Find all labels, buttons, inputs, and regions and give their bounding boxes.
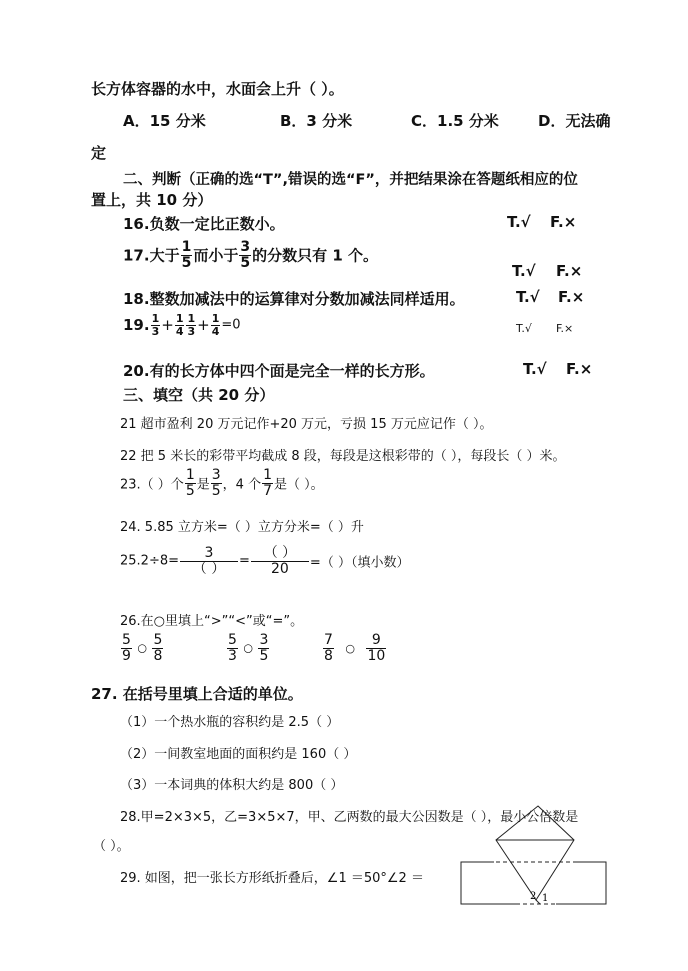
q26-pair-2-right: $\frac{3}{5}$	[259, 632, 269, 664]
q27-item-1: （1）一个热水瓶的容积约是 2.5（ ）	[120, 715, 340, 730]
section3-heading: 三、填空（共 20 分）	[123, 386, 275, 404]
q17-line	[123, 240, 378, 270]
q18-false: F.×	[558, 288, 585, 306]
folded-paper-figure	[456, 800, 616, 910]
right-edge	[556, 862, 606, 904]
q26-pair-2	[226, 633, 270, 663]
q23-post: 是（ ）。	[274, 477, 324, 493]
q16-false: F.×	[550, 213, 577, 231]
q26-pair-2-circle[interactable]: ○	[243, 641, 253, 655]
q23-mid-1: 是	[196, 477, 210, 493]
q16-true: T.√	[507, 213, 531, 231]
section2-heading-line1: 二、判断（正确的选“T”,错误的选“F”，并把结果涂在答题纸相应的位	[123, 172, 578, 188]
q15-option-c: C．1.5 分米	[411, 112, 499, 130]
q19-fraction-d: $\frac{1}{4}$	[211, 312, 220, 338]
q23-pre: 23.（ ）个	[120, 477, 184, 493]
q22-text: 22 把 5 米长的彩带平均截成 8 段，每段是这根彩带的（ ），每段长（ ）米。	[120, 449, 566, 464]
q29-text: 29. 如图，把一张长方形纸折叠后，∠1 ＝50°∠2 ＝	[120, 871, 424, 886]
q17-true: T.√	[512, 262, 536, 280]
q26-pair-1-circle[interactable]: ○	[137, 641, 147, 655]
section2-heading-line2: 置上，共 10 分）	[91, 191, 213, 209]
q18-true: T.√	[516, 288, 540, 306]
q26-pair-1-left: $\frac{5}{9}$	[122, 632, 131, 664]
q16-text: 16.负数一定比正数小。	[123, 215, 285, 233]
q19-true: T.√	[516, 322, 532, 335]
q23-fraction-2: $\frac{3}{5}$	[211, 467, 221, 499]
q26-pair-3-left: $\frac{7}{8}$	[324, 632, 333, 664]
q19-fraction-c: $\frac{1}{3}$	[187, 312, 196, 338]
q23-line	[120, 468, 324, 498]
q23-fraction-1: $\frac{1}{5}$	[185, 467, 195, 499]
q19-pre: 19.	[123, 316, 150, 335]
q27-heading: 27. 在括号里填上合适的单位。	[91, 685, 303, 703]
left-edge	[461, 862, 516, 904]
q25-pre: 25.2÷8=	[120, 553, 180, 569]
q19-fraction-b: $\frac{1}{4}$	[175, 312, 184, 338]
folded-diamond	[496, 806, 574, 900]
q25-line	[120, 546, 409, 576]
q26-pair-3-circle[interactable]: ○	[345, 641, 355, 655]
q28-line1: 28.甲=2×3×5，乙=3×5×7，甲、乙两数的最大公因数是（ ），最小公倍数是	[120, 810, 579, 825]
q26-pair-3	[322, 633, 387, 663]
q19-false: F.×	[556, 322, 574, 335]
q15-line1: 长方体容器的水中，水面会上升（ ）。	[91, 80, 344, 98]
q28-line2: （ ）。	[93, 839, 130, 854]
q15-option-d: D．无法确	[538, 112, 611, 130]
q26-pair-3-right: $\frac{9}{10}$	[367, 632, 386, 664]
q17-fraction-2: $\frac{3}{5}$	[240, 239, 251, 271]
q26-pair-1-right: $\frac{5}{8}$	[153, 632, 163, 664]
q18-text: 18.整数加减法中的运算律对分数加减法同样适用。	[123, 290, 465, 308]
q23-fraction-3: $\frac{1}{7}$	[263, 467, 272, 499]
q25-post: =（ ）（填小数）	[309, 555, 410, 571]
q19-plus-1: +	[161, 316, 174, 335]
q15-option-b: B．3 分米	[280, 112, 353, 130]
q17-pre: 17.大于	[123, 246, 180, 265]
q24-text: 24. 5.85 立方米=（ ）立方分米=（ ）升	[120, 520, 364, 535]
angle-1-label: 1	[542, 893, 549, 904]
q27-item-3: （3）一本词典的体积大约是 800（ ）	[120, 778, 344, 793]
q17-false: F.×	[556, 262, 583, 280]
q26-pair-1	[120, 633, 164, 663]
q25-equals: =	[239, 553, 250, 569]
q25-fraction-2: $\frac{( )}{20}$	[251, 546, 309, 576]
q25-fraction-1: $\frac{3}{( )}$	[180, 546, 238, 576]
q26-instruction: 26.在○里填上“>”“<”或“=”。	[120, 614, 304, 629]
q15-wrap: 定	[91, 144, 107, 162]
q19-plus-2: +	[197, 316, 210, 335]
q27-item-2: （2）一间教室地面的面积约是 160（ ）	[120, 747, 357, 762]
q15-option-a: A．15 分米	[123, 112, 206, 130]
q20-text: 20.有的长方体中四个面是完全一样的长方形。	[123, 362, 435, 380]
fold-base	[536, 900, 540, 904]
q19-equals: =0	[221, 317, 241, 333]
q20-false: F.×	[566, 360, 593, 378]
q17-mid: 而小于	[193, 246, 239, 265]
q21-text: 21 超市盈利 20 万元记作+20 万元，亏损 15 万元应记作（ ）。	[120, 417, 493, 432]
q19-line	[123, 313, 241, 337]
q20-true: T.√	[523, 360, 547, 378]
q17-fraction-1: $\frac{1}{5}$	[181, 239, 192, 271]
q23-mid-2: ，4 个	[222, 477, 262, 493]
angle-2-label: 2	[530, 891, 537, 902]
q26-pair-2-left: $\frac{5}{3}$	[228, 632, 237, 664]
q19-fraction-a: $\frac{1}{3}$	[151, 312, 160, 338]
q17-post: 的分数只有 1 个。	[252, 246, 378, 265]
